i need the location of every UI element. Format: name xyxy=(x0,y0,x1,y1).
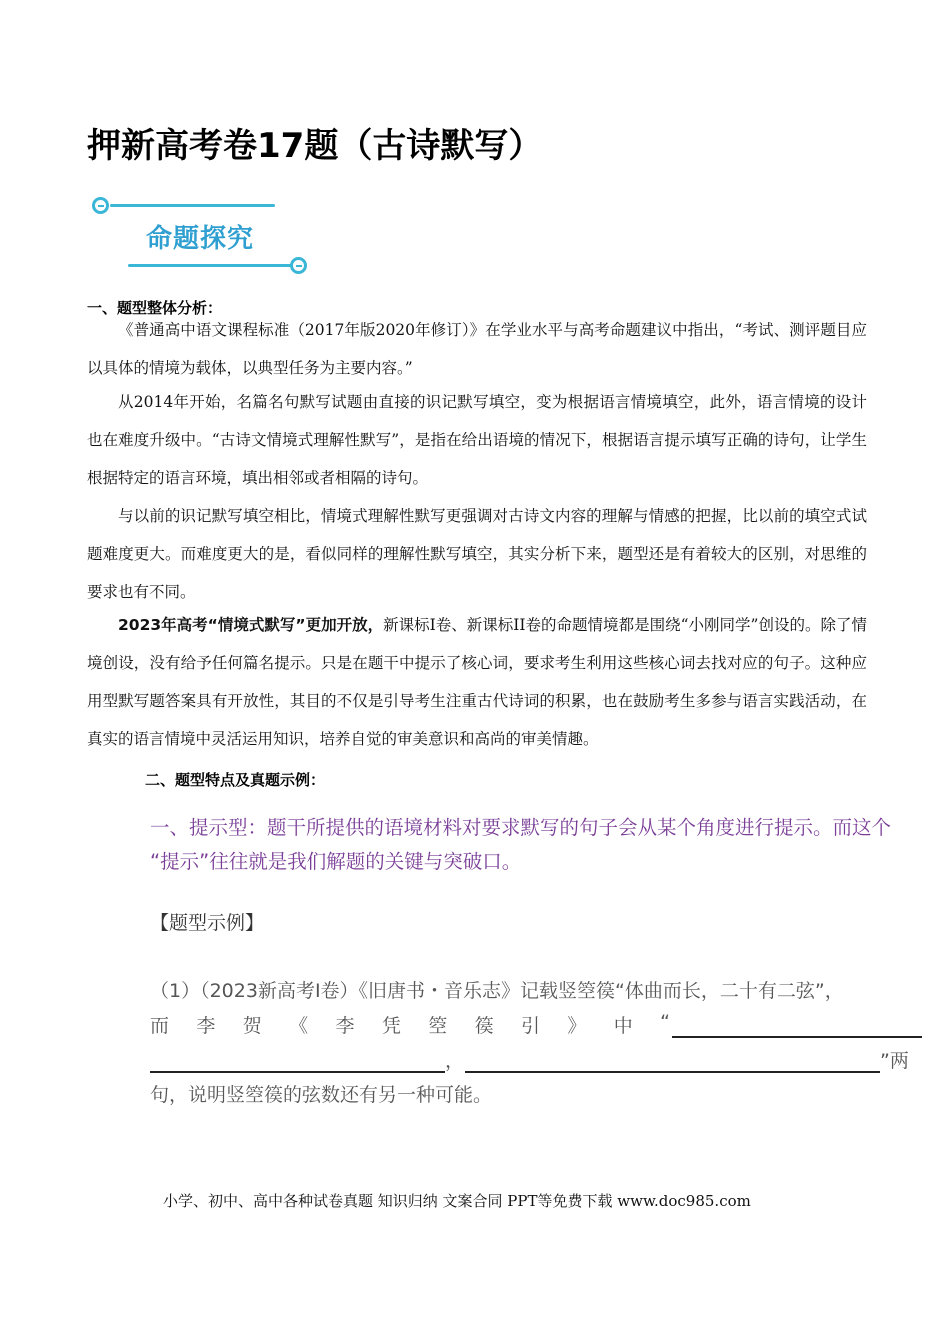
question-line-2-char: 凭 xyxy=(381,1015,401,1037)
purple-line-2: “提示”往往就是我们解题的关键与突破口。 xyxy=(150,850,522,873)
question-line-2-char: “ xyxy=(660,1011,670,1033)
paragraph-2: 从2014年开始，名篇名句默写试题由直接的识记默写填空，变为根据语言情境填空，此外，语言情境的设计也在难度升级中。“古诗文情境式理解性默写”，是指在给出语境的情况下，根据语言提示填写正确的诗句，让学生根据特定的语言环境，填出相邻或者相隔的诗句。 xyxy=(87,393,867,487)
comma-text: ， xyxy=(445,1050,465,1072)
answer-blank-3[interactable] xyxy=(465,1049,880,1073)
page-title: 押新高考卷17题（古诗默写） xyxy=(87,126,543,166)
question-line-2-char: 箜 xyxy=(428,1015,448,1037)
section1-heading: 一、题型整体分析： xyxy=(87,299,223,317)
question-line-2 xyxy=(150,1011,925,1038)
question-line-2-char: 李 xyxy=(196,1015,216,1037)
paragraph-3: 与以前的识记默写填空相比，情境式理解性默写更强调对古诗文内容的理解与情感的把握，比以前的填空式试题难度更大。而难度更大的是，看似同样的理解性默写填空，其实分析下来，题型还是有着较大的区别，对思维的要求也有不同。 xyxy=(87,507,867,601)
paragraph-4 xyxy=(87,606,867,758)
paragraph-1: 《普通高中语文课程标准（2017年版2020年修订）》在学业水平与高考命题建议中指出，“考试、测评题目应以具体的情境为载体，以典型任务为主要内容。” xyxy=(87,321,867,377)
question-line-4: 句，说明竖箜篌的弦数还有另一种可能。 xyxy=(150,1084,493,1106)
question-line-1: （1）（2023新高考Ⅰ卷）《旧唐书・音乐志》记载竖箜篌“体曲而长，二十有二弦”， xyxy=(150,980,844,1002)
section2-heading: 二、题型特点及真题示例： xyxy=(145,771,326,789)
example-label: 【题型示例】 xyxy=(150,912,265,934)
question-line-2-char: 李 xyxy=(335,1015,355,1037)
footer-text: 小学、初中、高中各种试卷真题 知识归纳 文案合同 PPT等免费下载 www.doc985.com xyxy=(163,1192,751,1210)
question-line-2-char: 中 xyxy=(613,1015,633,1037)
paragraph-4-rest: 新课标Ⅰ卷、新课标II卷的命题情境都是围绕“小刚同学”创设的。除了情境创设，没有给予任何篇名提示。只是在题干中提示了核心词，要求考生利用这些核心词去找对应的句子。这种应用型默写题答案具有开放性，其目的不仅是引导考生注重古代诗词的积累，也在鼓励考生多参与语言实践活动，在真实的语言情境中灵活运用知识，培养自觉的审美意识和高尚的审美情趣。 xyxy=(87,616,868,748)
paragraph-4-bold: 2023年高考“情境式默写”更加开放， xyxy=(118,616,384,634)
question-line-3 xyxy=(150,1046,925,1073)
answer-blank-1[interactable] xyxy=(672,1014,922,1038)
purple-line-1: 一、提示型：题干所提供的语境材料对要求默写的句子会从某个角度进行提示。而这个 xyxy=(150,816,892,839)
question-line-2-char: 》 xyxy=(567,1015,587,1037)
question-line-2-char: 贺 xyxy=(242,1015,262,1037)
question-line-2-char: 篌 xyxy=(474,1015,494,1037)
banner-circle-left-icon xyxy=(92,197,109,214)
section-banner xyxy=(90,188,320,278)
banner-text: 命题探究 xyxy=(146,224,255,254)
question-line-2-char: 引 xyxy=(521,1015,541,1037)
question-line-2-char: 而 xyxy=(150,1015,170,1037)
line3-end-text: ”两 xyxy=(880,1050,909,1072)
banner-circle-right-icon xyxy=(290,257,307,274)
answer-blank-2[interactable] xyxy=(150,1049,445,1073)
question-line-2-char: 《 xyxy=(289,1015,309,1037)
